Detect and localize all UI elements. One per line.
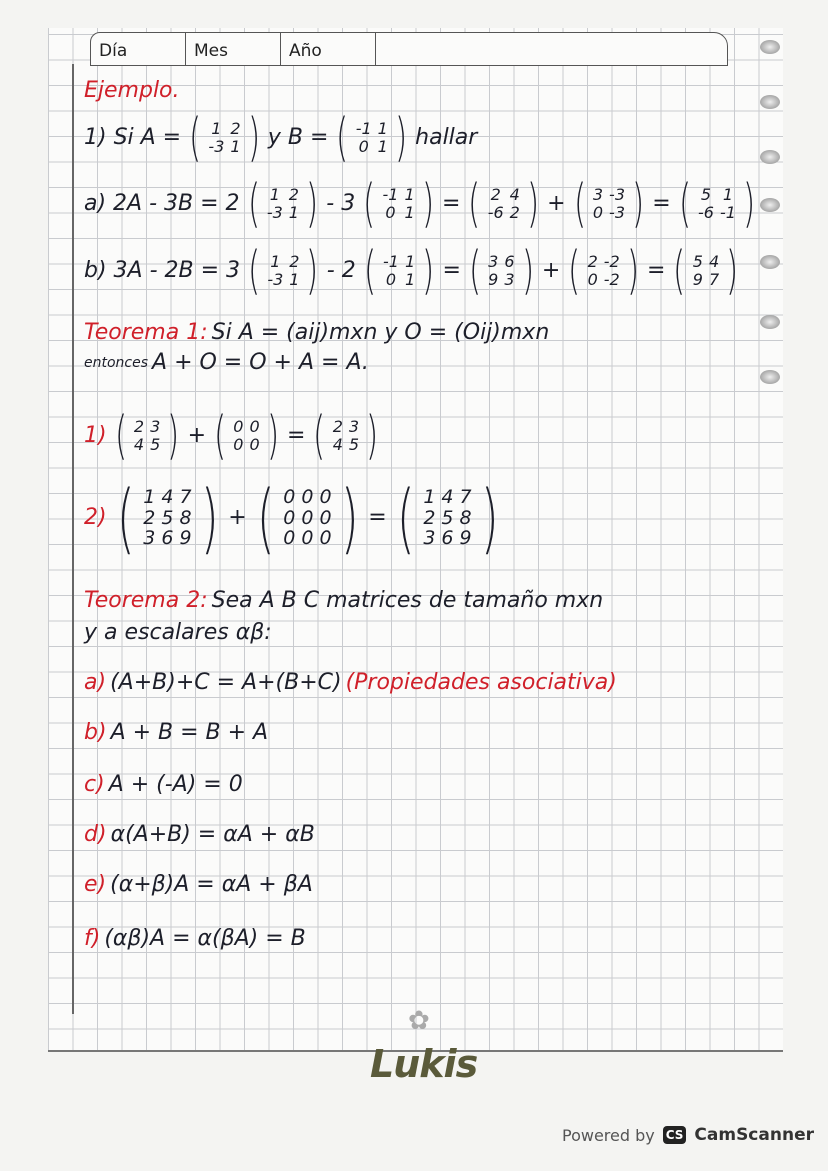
matrix (111, 406, 184, 466)
handwritten-text: e) (84, 872, 107, 897)
matrix-cell: 4 (133, 435, 145, 454)
matrix-row (140, 528, 194, 549)
left-paren: ( (256, 473, 275, 562)
matrix-cell: 4 (509, 185, 520, 205)
matrix-cell: 2 (133, 417, 145, 437)
matrix-row (330, 436, 362, 454)
matrix-entries (280, 487, 334, 550)
matrix-cell: 1 (404, 270, 416, 289)
left-paren: ( (114, 406, 127, 466)
camscanner-icon: CS (663, 1126, 687, 1144)
matrix-row (485, 204, 523, 222)
matrix-cell: 3 (488, 252, 499, 272)
flower-icon: ✿ (408, 1006, 430, 1036)
matrix-cell: 7 (179, 485, 192, 508)
handwritten-text: Teorema 1: (84, 320, 208, 345)
right-paren: ) (480, 473, 499, 562)
matrix-cell: 0 (592, 203, 604, 222)
matrix-cell: 1 (143, 485, 156, 508)
left-paren: ( (214, 406, 227, 466)
matrix-cell: 9 (459, 527, 472, 550)
matrix-cell: 3 (423, 527, 436, 550)
matrix (332, 108, 411, 168)
left-paren: ( (313, 406, 326, 466)
matrix-cell: -3 (208, 137, 225, 156)
handwritten-text: + (228, 505, 247, 530)
matrix-row (690, 271, 722, 289)
left-paren: ( (468, 241, 482, 301)
matrix-row (140, 508, 194, 529)
matrix (111, 473, 225, 562)
binder-ring (760, 255, 780, 269)
matrix (564, 241, 643, 301)
matrix-row (230, 418, 262, 436)
matrix-entries (380, 253, 418, 288)
matrix-cell: 1 (230, 137, 241, 156)
handwritten-text: Sea A B C matrices de tamaño mxn (211, 588, 604, 613)
matrix-cell: 4 (708, 252, 720, 272)
matrix-cell: -2 (603, 252, 620, 272)
right-paren: ) (306, 241, 319, 301)
matrix-row (590, 186, 628, 204)
matrix (570, 174, 649, 234)
matrix-cell: 5 (441, 506, 454, 529)
handwritten-text: 1) (84, 423, 107, 448)
matrix-cell: -1 (355, 119, 372, 139)
left-paren: ( (573, 174, 586, 234)
handwritten-text: a) 2A - 3B = 2 (84, 191, 240, 216)
matrix-row (485, 271, 517, 289)
matrix-cell: 0 (319, 485, 332, 508)
matrix-cell: 0 (301, 527, 314, 550)
matrix-row (131, 418, 163, 436)
matrix-cell: -3 (609, 203, 625, 222)
right-paren: ) (726, 241, 739, 301)
right-paren: ) (394, 108, 408, 168)
matrix-cell: 0 (249, 417, 260, 437)
matrix-entries (264, 253, 302, 288)
matrix-cell: 0 (319, 506, 332, 529)
lukis-logo: Lukis (370, 1042, 478, 1086)
left-paren: ( (468, 174, 481, 234)
matrix-entries (590, 186, 628, 221)
matrix-entries (330, 418, 362, 453)
matrix-row (353, 138, 391, 156)
note-line (84, 406, 382, 466)
matrix-cell: 1 (377, 137, 388, 156)
matrix-cell: -3 (609, 185, 625, 205)
matrix (251, 473, 365, 562)
matrix-row (695, 204, 739, 222)
binder-ring (760, 370, 780, 384)
right-paren: ) (306, 174, 319, 234)
handwritten-text: y B = (267, 125, 329, 150)
matrix-cell: 2 (509, 203, 520, 222)
note-line (84, 241, 742, 301)
matrix (391, 473, 505, 562)
left-paren: ( (396, 473, 415, 562)
matrix (210, 406, 283, 466)
matrix (185, 108, 264, 168)
right-paren: ) (521, 241, 534, 301)
binder-ring (760, 95, 780, 109)
date-blank (376, 33, 727, 65)
matrix-entries (353, 120, 391, 155)
handwritten-text: + (541, 258, 561, 283)
matrix-cell: 1 (404, 185, 415, 205)
matrix-cell: 0 (283, 527, 296, 550)
left-paren: ( (116, 473, 135, 562)
note-line (84, 872, 313, 898)
handwritten-text: = (368, 505, 387, 530)
matrix-entries (140, 487, 194, 550)
matrix-cell: 5 (161, 506, 174, 529)
matrix-row (140, 487, 194, 508)
matrix-cell: 1 (289, 270, 300, 289)
matrix-row (695, 186, 739, 204)
handwritten-text: b) 3A - 2B = 3 (84, 258, 241, 283)
handwritten-text: f) (84, 926, 101, 951)
note-line (84, 588, 603, 614)
matrix-row (264, 253, 302, 271)
year-label: Año (281, 33, 376, 65)
matrix-cell: 5 (348, 435, 360, 454)
matrix (244, 241, 323, 301)
matrix-row (690, 253, 722, 271)
matrix-cell: 1 (722, 185, 734, 205)
handwritten-text: y a escalares αβ: (84, 620, 272, 645)
matrix-row (380, 204, 418, 222)
handwritten-text: c) (84, 772, 105, 797)
matrix-row (205, 120, 243, 138)
margin-rule (72, 64, 74, 1014)
binder-ring (760, 40, 780, 54)
matrix-cell: 1 (211, 119, 222, 139)
matrix-cell: 0 (587, 270, 598, 289)
matrix-cell: 5 (700, 185, 712, 205)
handwritten-text: a) (84, 670, 107, 695)
handwritten-text: = (286, 423, 306, 448)
matrix-row (585, 271, 623, 289)
matrix-cell: 6 (161, 527, 174, 550)
matrix-cell: -6 (698, 203, 714, 222)
matrix-cell: 5 (692, 252, 703, 272)
matrix-cell: -2 (603, 270, 620, 289)
handwritten-text: (αβ)A = α(βA) = B (104, 926, 306, 951)
matrix-cell: 0 (358, 137, 369, 156)
handwritten-text: (α+β)A = αA + βA (110, 872, 313, 897)
matrix (675, 174, 760, 234)
note-line (84, 926, 306, 952)
matrix (309, 406, 382, 466)
matrix-cell: 0 (233, 417, 244, 437)
handwritten-text: α(A+B) = αA + αB (110, 822, 315, 847)
right-paren: ) (421, 174, 434, 234)
matrix-cell: 1 (288, 203, 299, 222)
matrix-row (280, 528, 334, 549)
matrix-cell: 3 (143, 527, 156, 550)
matrix-entries (380, 186, 418, 221)
matrix-entries (585, 253, 623, 288)
matrix-row (380, 253, 418, 271)
binder-ring (760, 150, 780, 164)
right-paren: ) (742, 174, 756, 234)
handwritten-text: Si A = (aij)mxn y O = (Oij)mxn (211, 320, 550, 345)
matrix-cell: 2 (143, 506, 156, 529)
matrix-row (380, 186, 418, 204)
handwritten-text: A + B = B + A (110, 720, 269, 745)
matrix-row (280, 487, 334, 508)
matrix-entries (131, 418, 163, 453)
handwritten-text: (Propiedades asociativa) (345, 670, 617, 695)
matrix-cell: 1 (377, 119, 388, 139)
right-paren: ) (340, 473, 359, 562)
matrix-cell: 9 (179, 527, 192, 550)
note-line (84, 473, 504, 562)
handwritten-text: - 2 (326, 258, 356, 283)
left-paren: ( (363, 174, 376, 234)
left-paren: ( (248, 241, 261, 301)
matrix-entries (485, 253, 517, 288)
handwritten-text: + (547, 191, 566, 216)
left-paren: ( (189, 108, 202, 168)
matrix-entries (230, 418, 262, 453)
matrix-row (353, 120, 391, 138)
handwritten-text: (A+B)+C = A+(B+C) (110, 670, 342, 695)
right-paren: ) (366, 406, 379, 466)
matrix-cell: 2 (289, 252, 300, 272)
camscanner-watermark (562, 1125, 814, 1145)
matrix-cell: 4 (441, 485, 454, 508)
matrix-cell: 3 (504, 270, 515, 289)
matrix-cell: 0 (301, 506, 314, 529)
matrix-row (131, 436, 163, 454)
matrix-entries (485, 186, 523, 221)
handwritten-text: Teorema 2: (84, 588, 208, 613)
matrix-cell: 0 (301, 485, 314, 508)
matrix-row (280, 508, 334, 529)
right-paren: ) (247, 108, 260, 168)
handwritten-text: = (647, 258, 666, 283)
matrix-cell: 9 (488, 270, 499, 289)
example-heading: Ejemplo. (84, 78, 180, 103)
right-paren: ) (167, 406, 180, 466)
matrix (464, 174, 543, 234)
right-paren: ) (626, 241, 639, 301)
matrix-cell: -1 (382, 185, 399, 205)
note-line (84, 350, 369, 376)
matrix-cell: 2 (230, 119, 241, 139)
handwritten-text: - 3 (326, 191, 356, 216)
matrix-cell: 4 (161, 485, 174, 508)
matrix-cell: -3 (266, 203, 283, 222)
matrix-cell: 0 (385, 203, 396, 222)
matrix-cell: 9 (692, 270, 703, 289)
matrix-row (485, 253, 517, 271)
matrix-cell: 2 (423, 506, 436, 529)
matrix (359, 174, 438, 234)
matrix-row (420, 508, 474, 529)
matrix-cell: 1 (404, 252, 416, 272)
camscanner-brand: CamScanner (694, 1125, 814, 1145)
right-paren: ) (526, 174, 540, 234)
handwritten-text: = (441, 191, 461, 216)
matrix-cell: 4 (332, 435, 343, 454)
matrix-cell: 0 (233, 435, 244, 454)
matrix-row (230, 436, 262, 454)
matrix-cell: 6 (441, 527, 454, 550)
matrix-cell: 8 (179, 506, 192, 529)
matrix-row (485, 186, 523, 204)
matrix-row (264, 186, 302, 204)
matrix-entries (690, 253, 722, 288)
matrix-cell: 0 (385, 270, 397, 289)
note-line (84, 670, 617, 696)
left-paren: ( (568, 241, 581, 301)
handwritten-text: d) (84, 822, 107, 847)
powered-by-text: Powered by (562, 1125, 655, 1145)
matrix-cell: 7 (459, 485, 472, 508)
right-paren: ) (266, 406, 279, 466)
left-paren: ( (247, 174, 260, 234)
handwritten-text: A + (-A) = 0 (108, 772, 243, 797)
matrix-entries (695, 186, 739, 221)
matrix-cell: 3 (150, 417, 161, 437)
matrix-row (420, 487, 474, 508)
note-line (84, 822, 315, 848)
matrix-row (205, 138, 243, 156)
handwritten-text: A + O = O + A = A. (152, 350, 369, 375)
note-line (84, 108, 478, 168)
matrix-cell: -6 (487, 203, 504, 222)
right-paren: ) (632, 174, 645, 234)
matrix-cell: 2 (332, 417, 343, 437)
handwritten-text: = (652, 191, 671, 216)
matrix (465, 241, 538, 301)
note-line (84, 174, 759, 234)
matrix-cell: 2 (490, 185, 501, 205)
note-line (84, 320, 549, 346)
matrix-cell: -3 (267, 270, 284, 289)
matrix (669, 241, 742, 301)
matrix (244, 174, 323, 234)
handwritten-text: 2) (84, 505, 107, 530)
left-paren: ( (336, 108, 349, 168)
left-paren: ( (363, 241, 376, 301)
matrix-cell: 0 (249, 435, 260, 454)
date-header (90, 32, 728, 66)
matrix-cell: 1 (270, 252, 281, 272)
left-paren: ( (678, 174, 691, 234)
right-paren: ) (422, 241, 435, 301)
matrix-cell: 6 (504, 252, 515, 272)
matrix-cell: 2 (288, 185, 299, 205)
matrix-cell: 5 (150, 435, 161, 454)
note-line (84, 772, 243, 798)
handwritten-text: hallar (415, 125, 478, 150)
binder-ring (760, 198, 780, 212)
matrix (360, 241, 439, 301)
matrix-cell: 0 (283, 485, 296, 508)
note-line (84, 720, 268, 746)
matrix-row (380, 271, 418, 289)
matrix-cell: 3 (348, 417, 360, 437)
handwritten-text: + (187, 423, 206, 448)
binder-ring (760, 315, 780, 329)
handwritten-text: b) (84, 720, 107, 745)
matrix-cell: 3 (592, 185, 604, 205)
matrix-entries (264, 186, 302, 221)
matrix-cell: 1 (404, 203, 415, 222)
matrix-cell: 0 (319, 527, 332, 550)
matrix-cell: 0 (283, 506, 296, 529)
matrix-row (330, 418, 362, 436)
right-paren: ) (200, 473, 219, 562)
matrix-row (264, 204, 302, 222)
left-paren: ( (673, 241, 686, 301)
matrix-row (585, 253, 623, 271)
handwritten-text: entonces (84, 355, 149, 371)
matrix-cell: -1 (719, 203, 736, 222)
matrix-cell: -1 (383, 252, 399, 272)
matrix-cell: 1 (269, 185, 280, 205)
matrix-entries (420, 487, 474, 550)
matrix-entries (205, 120, 243, 155)
day-label: Día (91, 33, 186, 65)
handwritten-text: = (442, 258, 461, 283)
matrix-row (590, 204, 628, 222)
matrix-row (264, 271, 302, 289)
matrix-row (420, 528, 474, 549)
matrix-cell: 7 (708, 270, 720, 289)
handwritten-text: 1) Si A = (84, 125, 182, 150)
matrix-cell: 1 (423, 485, 436, 508)
note-line (84, 620, 272, 646)
month-label: Mes (186, 33, 281, 65)
matrix-cell: 2 (587, 252, 598, 272)
matrix-cell: 8 (459, 506, 472, 529)
